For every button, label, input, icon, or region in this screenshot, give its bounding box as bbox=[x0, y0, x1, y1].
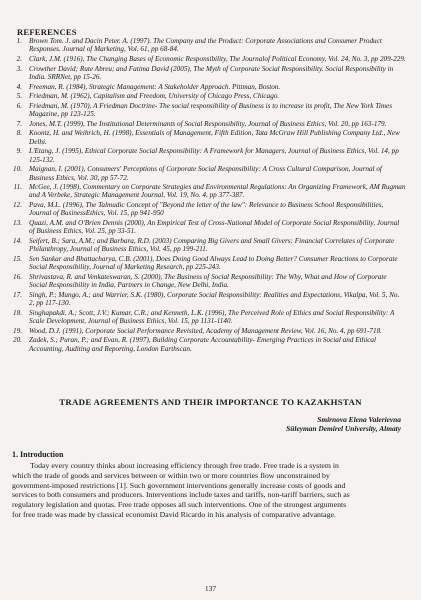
reference-number: 8. bbox=[16, 129, 22, 138]
reference-item bbox=[8, 165, 406, 182]
reference-item bbox=[8, 309, 406, 326]
reference-text: Freeman, R. (1984), Strategic Management: A Stakeholder Approach. Pittman, Boston. bbox=[29, 82, 281, 91]
reference-number: 9. bbox=[16, 147, 22, 156]
reference-number: 12. bbox=[13, 201, 22, 210]
reference-text: Pava, M.L. (1996), The Talmudic Concept of "Beyond the letter of the law": Relevance to Business School Responsibilities, Journal of BusinessEthics, Vol. 15, pp 941-950 bbox=[29, 201, 384, 218]
author-name: Smirnova Elena Valerievna bbox=[317, 415, 401, 424]
reference-number: 3. bbox=[16, 64, 22, 73]
reference-text: Seifert, B.; Sara, A.M.; and Barbara, R.D. (2003) Comparing Big Givers and Small Givers: Financial Correlates of Corporate Philanthropy, Journal of Business Ethics, Vol. 45, pp 199-211. bbox=[29, 237, 395, 254]
reference-item bbox=[8, 327, 406, 335]
reference-text: McGee, J. (1998), Commentary on Corporate Strategies and Environmental Regulations: An Organizing Framework, AM Rugman and A Verbeke, Strategic Management Journal, Vol. 19, No. 4, pp 377-387. bbox=[29, 183, 406, 200]
reference-number: 15. bbox=[13, 254, 22, 263]
reference-text: Zadek, S.; Puran, P.; and Evan, R. (1997), Building Corporate Accountability- Emerging Practices in Social and Ethical Accounting, Auditing and Reporting, London Earthscan. bbox=[29, 336, 377, 353]
reference-item bbox=[8, 102, 406, 119]
reference-number: 7. bbox=[16, 119, 22, 128]
body-line: government-imposed restrictions [1]. Such government interventions generally increase costs of goods and bbox=[12, 480, 346, 490]
reference-item bbox=[8, 129, 406, 146]
reference-text: Brown Tom. J. and Dacin Peter. A. (1997). The Company and the Product: Corporate Associations and Consumer Product Responses. Journal of Marketing, Vol. 61, pp 68-84. bbox=[29, 37, 382, 54]
reference-text: Friedman, M. (1962), Capitalism and Freedom, University of Chicago Press, Chicago. bbox=[29, 92, 280, 101]
author-block bbox=[286, 415, 401, 433]
body-line: services to both consumers and producers. Interventions include taxes and tariffs, non-tariff barriers, such as bbox=[12, 490, 350, 500]
reference-item bbox=[8, 92, 406, 100]
reference-item bbox=[8, 183, 406, 200]
reference-text: Friedman, M. (1970), A Friedman Doctrine- The social responsibility of Business is to increase its profit, The New York Times Magazine, pp 123-125. bbox=[29, 101, 393, 119]
reference-text: Maignan, I. (2001), Consumers' Perceptions of Corporate Social Responsibility: A Cross Cultural Comparison, Journal of Business Ethics, Vol. 30, pp 57-72. bbox=[29, 165, 382, 182]
reference-number: 17. bbox=[13, 290, 22, 299]
reference-item bbox=[8, 273, 406, 290]
reference-item bbox=[8, 37, 406, 54]
reference-text: Shrivastava, R. and Venkateswaran, S. (2000), The Business of Social Responsibility: The Why, What and How of Corporate Social Responsibility in India, Partners in Change, New Delhi, India. bbox=[29, 272, 387, 290]
references-list bbox=[8, 37, 406, 354]
reference-item bbox=[8, 291, 406, 308]
reference-item bbox=[8, 65, 406, 82]
body-line: for free trade was made by classical economist David Ricardo in his analysis of comparative advantage. bbox=[12, 509, 336, 519]
reference-item bbox=[8, 55, 406, 63]
reference-number: 16. bbox=[13, 272, 22, 281]
reference-number: 5. bbox=[16, 92, 22, 101]
reference-number: 10. bbox=[13, 165, 22, 174]
reference-number: 11. bbox=[13, 183, 22, 192]
reference-item bbox=[8, 255, 406, 272]
page-number: 137 bbox=[204, 584, 217, 593]
reference-text: Crowther David; Rute Abreu; and Fatima David (2005), The Myth of Corporate Social Responsibility. Social Responsibility in India. SRRNet, pp 15-26. bbox=[29, 64, 394, 81]
body-line: which the trade of goods and services between or within two or more countries flow unconstrained by bbox=[12, 470, 330, 480]
reference-text: Singh, P.; Mungo, A.; and Warrier, S.K. (1980), Corporate Social Responsibility: Realities and Expectations, Vikalpa, Vol. 5, No. 2, pp 117-130. bbox=[29, 290, 400, 308]
reference-number: 2. bbox=[16, 54, 22, 63]
reference-number: 14. bbox=[13, 237, 22, 245]
reference-text: Koontz, H. and Weihrich, H. (1998), Essentials of Management, Fifth Edition, Tata McGraw Hill Publishing Company Ltd., New Delhi. bbox=[29, 129, 400, 146]
reference-text: Quazi, A.M. and O'Brien Dennis (2000), An Empirical Test of Cross-National Model of Corporate Social Responsibility, Journal of Business Ethics, Vol. 25, pp 33-51. bbox=[29, 219, 400, 236]
reference-number: 6. bbox=[16, 101, 22, 110]
reference-item bbox=[8, 219, 406, 236]
reference-number: 4. bbox=[16, 82, 22, 91]
reference-text: Singhapakdi, A.; Scott, J.V.; Kumar, C.R.; and Kenneth, L.K. (1996), The Perceived Role of Ethics and Social Responsibility: A Scale Development, Journal of Business Ethics, Vol. 15, pp 1131-1140. bbox=[29, 308, 395, 326]
body-line: Today every country thinks about increasing efficiency through free trade. Free trade is a system in bbox=[30, 461, 339, 470]
article-title: TRADE AGREEMENTS AND THEIR IMPORTANCE TO KAZAKHSTAN bbox=[59, 397, 362, 407]
section-heading: 1. Introduction bbox=[12, 450, 64, 459]
author-affiliation: Süleyman Demirel University, Almaty bbox=[286, 424, 401, 433]
reference-item bbox=[8, 147, 406, 164]
reference-text: Jones, M.T. (1999), The Institutional Determinants of Social Responsibility, Journal of Business Ethics, Vol. 20, pp 163-179. bbox=[29, 119, 387, 128]
reference-number: 1. bbox=[16, 37, 22, 45]
body-line: regulatory legislation and quotas. Free trade opposes all such interventions. One of the strongest arguments bbox=[12, 500, 347, 509]
reference-item bbox=[8, 83, 406, 91]
reference-number: 20. bbox=[13, 336, 22, 345]
reference-item bbox=[8, 120, 406, 128]
reference-item bbox=[8, 201, 406, 218]
references-heading: REFERENCES bbox=[17, 27, 77, 37]
reference-text: Sen Sankar and Bhattacharya, C.B. (2001), Does Doing Good Always Lead to Doing Better? Consumer Reactions to Corporate Social Responsibility, Journal of Marketing Research, pp 225-243. bbox=[29, 254, 398, 272]
reference-item bbox=[8, 237, 406, 254]
reference-text: Wood, D.J. (1991), Corporate Social Performance Revisited, Academy of Management Review, Vol. 16, No. 4, pp 691-718. bbox=[29, 326, 382, 335]
reference-text: Clark, J.M. (1916), The Changing Bases of Economic Responsibility, The Journalof Political Economy, Vol. 24, No. 3, pp 209-229. bbox=[29, 54, 406, 63]
body-paragraph bbox=[12, 461, 410, 520]
reference-number: 19. bbox=[13, 326, 22, 335]
reference-number: 18. bbox=[13, 308, 22, 317]
reference-text: L'Etang, J. (1995), Ethical Corporate Social Responsibility: A Framework for Managers, Journal of Business Ethics, Vol. 14, pp 125-132. bbox=[29, 147, 399, 164]
reference-item bbox=[8, 336, 406, 353]
reference-number: 13. bbox=[13, 219, 22, 228]
